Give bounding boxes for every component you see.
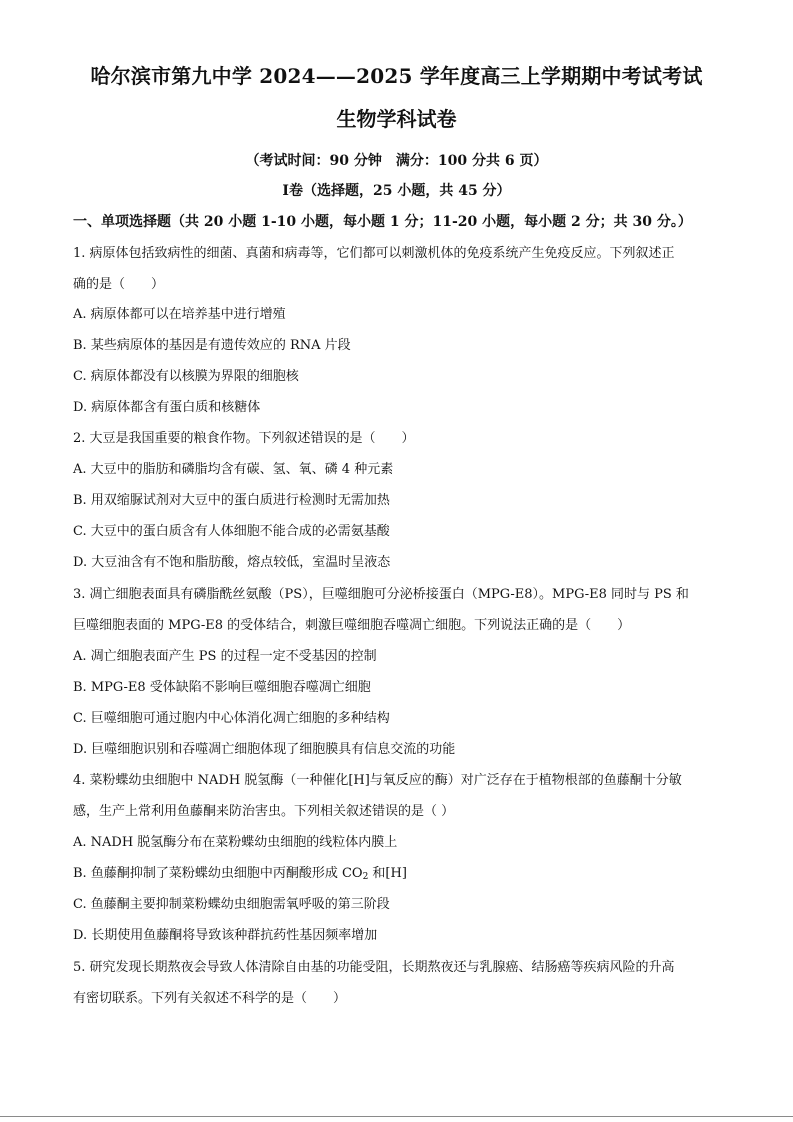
exam-info: （考试时间：90 分钟 满分：100 分共 6 页） — [245, 153, 548, 169]
question-1-option-b: B. 某些病原体的基因是有遗传效应的 RNA 片段 — [73, 338, 351, 353]
section-title: 一、单项选择题（共 20 小题 1-10 小题，每小题 1 分；11-20 小题，每小题 2 分；共 30 分。） — [73, 214, 692, 230]
question-2-option-c: C. 大豆中的蛋白质含有人体细胞不能合成的必需氨基酸 — [73, 524, 390, 539]
question-4-option-c: C. 鱼藤酮主要抑制菜粉蝶幼虫细胞需氧呼吸的第三阶段 — [73, 897, 390, 912]
question-1-stem-line-2: 确的是（ ） — [73, 277, 165, 292]
question-4-stem-line-1: 4. 菜粉蝶幼虫细胞中 NADH 脱氢酶（一种催化[H]与氧反应的酶）对广泛存在于植物根部的鱼藤酮十分敏 — [73, 773, 682, 788]
question-2-option-d: D. 大豆油含有不饱和脂肪酸，熔点较低，室温时呈液态 — [73, 555, 391, 570]
question-3-option-a: A. 凋亡细胞表面产生 PS 的过程一定不受基因的控制 — [73, 649, 377, 664]
question-4-option-d: D. 长期使用鱼藤酮将导致该种群抗药性基因频率增加 — [73, 928, 378, 943]
question-1-stem-line-1: 1. 病原体包括致病性的细菌、真菌和病毒等，它们都可以刺激机体的免疫系统产生免疫反应。下列叙述正 — [73, 246, 675, 261]
exam-subtitle: 生物学科试卷 — [336, 107, 457, 131]
question-4-option-b — [73, 866, 407, 882]
page-bottom-divider — [0, 1116, 793, 1117]
question-4-option-b-tail: 和[H] — [368, 866, 407, 881]
question-2-option-b: B. 用双缩脲试剂对大豆中的蛋白质进行检测时无需加热 — [73, 493, 390, 508]
question-4-stem-line-2: 感，生产上常利用鱼藤酮来防治害虫。下列相关叙述错误的是（ ） — [73, 804, 455, 819]
question-1-option-a: A. 病原体都可以在培养基中进行增殖 — [73, 307, 286, 322]
question-4-option-a: A. NADH 脱氢酶分布在菜粉蝶幼虫细胞的线粒体内膜上 — [73, 835, 398, 850]
part-title: Ⅰ卷（选择题，25 小题，共 45 分） — [282, 183, 511, 199]
question-5-stem-line-1: 5. 研究发现长期熬夜会导致人体清除自由基的功能受阻，长期熬夜还与乳腺癌、结肠癌等疾病风险的升高 — [73, 960, 675, 975]
subscript-2: 2 — [362, 872, 369, 882]
question-3-option-b: B. MPG-E8 受体缺陷不影响巨噬细胞吞噬凋亡细胞 — [73, 680, 371, 695]
question-3-option-c: C. 巨噬细胞可通过胞内中心体消化凋亡细胞的多种结构 — [73, 711, 390, 726]
question-2-stem-line-1: 2. 大豆是我国重要的粮食作物。下列叙述错误的是（ ） — [73, 431, 415, 446]
question-5-stem-line-2: 有密切联系。下列有关叙述不科学的是（ ） — [73, 991, 347, 1006]
question-4-option-b-text: B. 鱼藤酮抑制了菜粉蝶幼虫细胞中丙酮酸形成 CO — [73, 866, 363, 881]
question-3-stem-line-1: 3. 凋亡细胞表面具有磷脂酰丝氨酸（PS），巨噬细胞可分泌桥接蛋白（MPG-E8）。MPG-E8 同时与 PS 和 — [73, 587, 689, 602]
question-3-option-d: D. 巨噬细胞识别和吞噬凋亡细胞体现了细胞膜具有信息交流的功能 — [73, 742, 456, 757]
exam-title: 哈尔滨市第九中学 2024——2025 学年度高三上学期期中考试考试 — [90, 64, 703, 88]
question-1-option-c: C. 病原体都没有以核膜为界限的细胞核 — [73, 369, 299, 384]
question-1-option-d: D. 病原体都含有蛋白质和核糖体 — [73, 400, 261, 415]
question-2-option-a: A. 大豆中的脂肪和磷脂均含有碳、氢、氧、磷 4 种元素 — [73, 462, 394, 477]
question-3-stem-line-2: 巨噬细胞表面的 MPG-E8 的受体结合，刺激巨噬细胞吞噬凋亡细胞。下列说法正确的是（ ） — [73, 618, 631, 633]
